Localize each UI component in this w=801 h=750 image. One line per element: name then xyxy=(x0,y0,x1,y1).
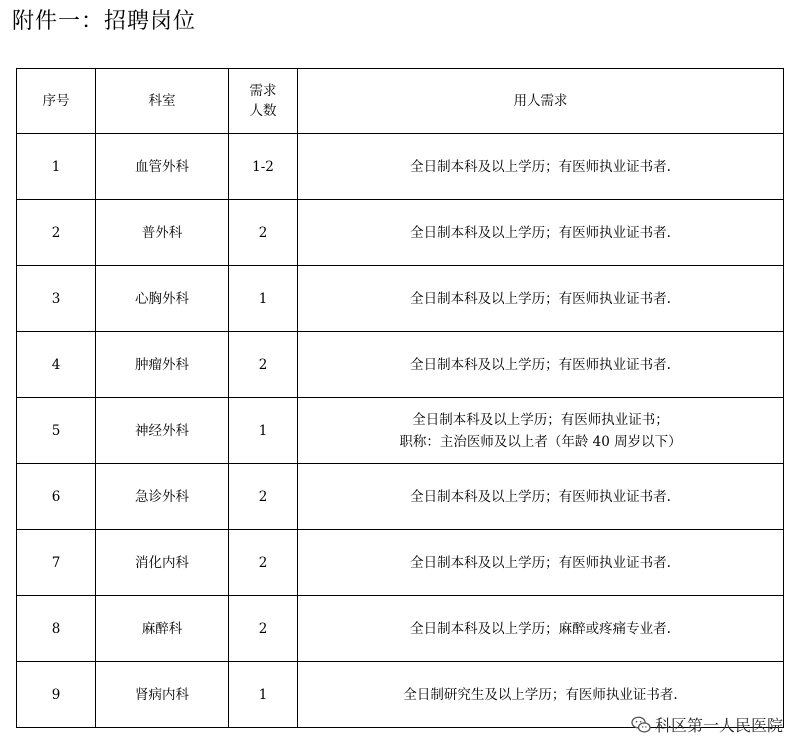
cell-department: 肿瘤外科 xyxy=(96,332,229,398)
cell-count: 2 xyxy=(229,332,298,398)
header-serial: 序号 xyxy=(17,69,96,134)
table-row xyxy=(17,464,784,530)
cell-serial: 2 xyxy=(17,200,96,266)
cell-serial: 9 xyxy=(17,662,96,728)
cell-department: 心胸外科 xyxy=(96,266,229,332)
cell-requirement: 全日制本科及以上学历；有医师执业证书者. xyxy=(298,134,784,200)
cell-department: 消化内科 xyxy=(96,530,229,596)
cell-serial: 3 xyxy=(17,266,96,332)
table-header-row xyxy=(17,69,784,134)
page-title: 附件一：招聘岗位 xyxy=(12,9,197,34)
cell-department: 普外科 xyxy=(96,200,229,266)
table-row xyxy=(17,332,784,398)
cell-count: 1 xyxy=(229,398,298,464)
cell-requirement: 全日制本科及以上学历；有医师执业证书者. xyxy=(298,464,784,530)
cell-requirement: 全日制研究生及以上学历；有医师执业证书者. xyxy=(298,662,784,728)
watermark-text: 科区第一人民医院 xyxy=(654,716,783,735)
cell-serial: 4 xyxy=(17,332,96,398)
recruitment-table xyxy=(16,68,784,728)
cell-serial: 8 xyxy=(17,596,96,662)
table-row xyxy=(17,398,784,464)
cell-requirement: 全日制本科及以上学历；有医师执业证书者. xyxy=(298,266,784,332)
cell-count: 2 xyxy=(229,596,298,662)
cell-count: 1 xyxy=(229,266,298,332)
cell-serial: 5 xyxy=(17,398,96,464)
header-count: 需求 人数 xyxy=(229,69,298,134)
cell-department: 肾病内科 xyxy=(96,662,229,728)
table-row xyxy=(17,200,784,266)
table-row xyxy=(17,596,784,662)
cell-serial: 7 xyxy=(17,530,96,596)
header-department: 科室 xyxy=(96,69,229,134)
watermark xyxy=(631,713,783,736)
cell-department: 神经外科 xyxy=(96,398,229,464)
cell-count: 1-2 xyxy=(229,134,298,200)
cell-department: 急诊外科 xyxy=(96,464,229,530)
cell-count: 2 xyxy=(229,200,298,266)
cell-requirement: 全日制本科及以上学历；有医师执业证书者. xyxy=(298,332,784,398)
cell-requirement: 全日制本科及以上学历；麻醉或疼痛专业者. xyxy=(298,596,784,662)
table-row xyxy=(17,134,784,200)
cell-count: 1 xyxy=(229,662,298,728)
table-row xyxy=(17,530,784,596)
cell-serial: 6 xyxy=(17,464,96,530)
header-requirement: 用人需求 xyxy=(298,69,784,134)
table-row xyxy=(17,266,784,332)
cell-department: 血管外科 xyxy=(96,134,229,200)
cell-count: 2 xyxy=(229,530,298,596)
wechat-icon xyxy=(631,716,651,734)
cell-department: 麻醉科 xyxy=(96,596,229,662)
cell-requirement: 全日制本科及以上学历；有医师执业证书者. xyxy=(298,200,784,266)
cell-count: 2 xyxy=(229,464,298,530)
cell-requirement: 全日制本科及以上学历；有医师执业证书者. xyxy=(298,530,784,596)
cell-serial: 1 xyxy=(17,134,96,200)
cell-requirement: 全日制本科及以上学历；有医师执业证书； 职称：主治医师及以上者（年龄 40 周岁以下） xyxy=(298,398,784,464)
